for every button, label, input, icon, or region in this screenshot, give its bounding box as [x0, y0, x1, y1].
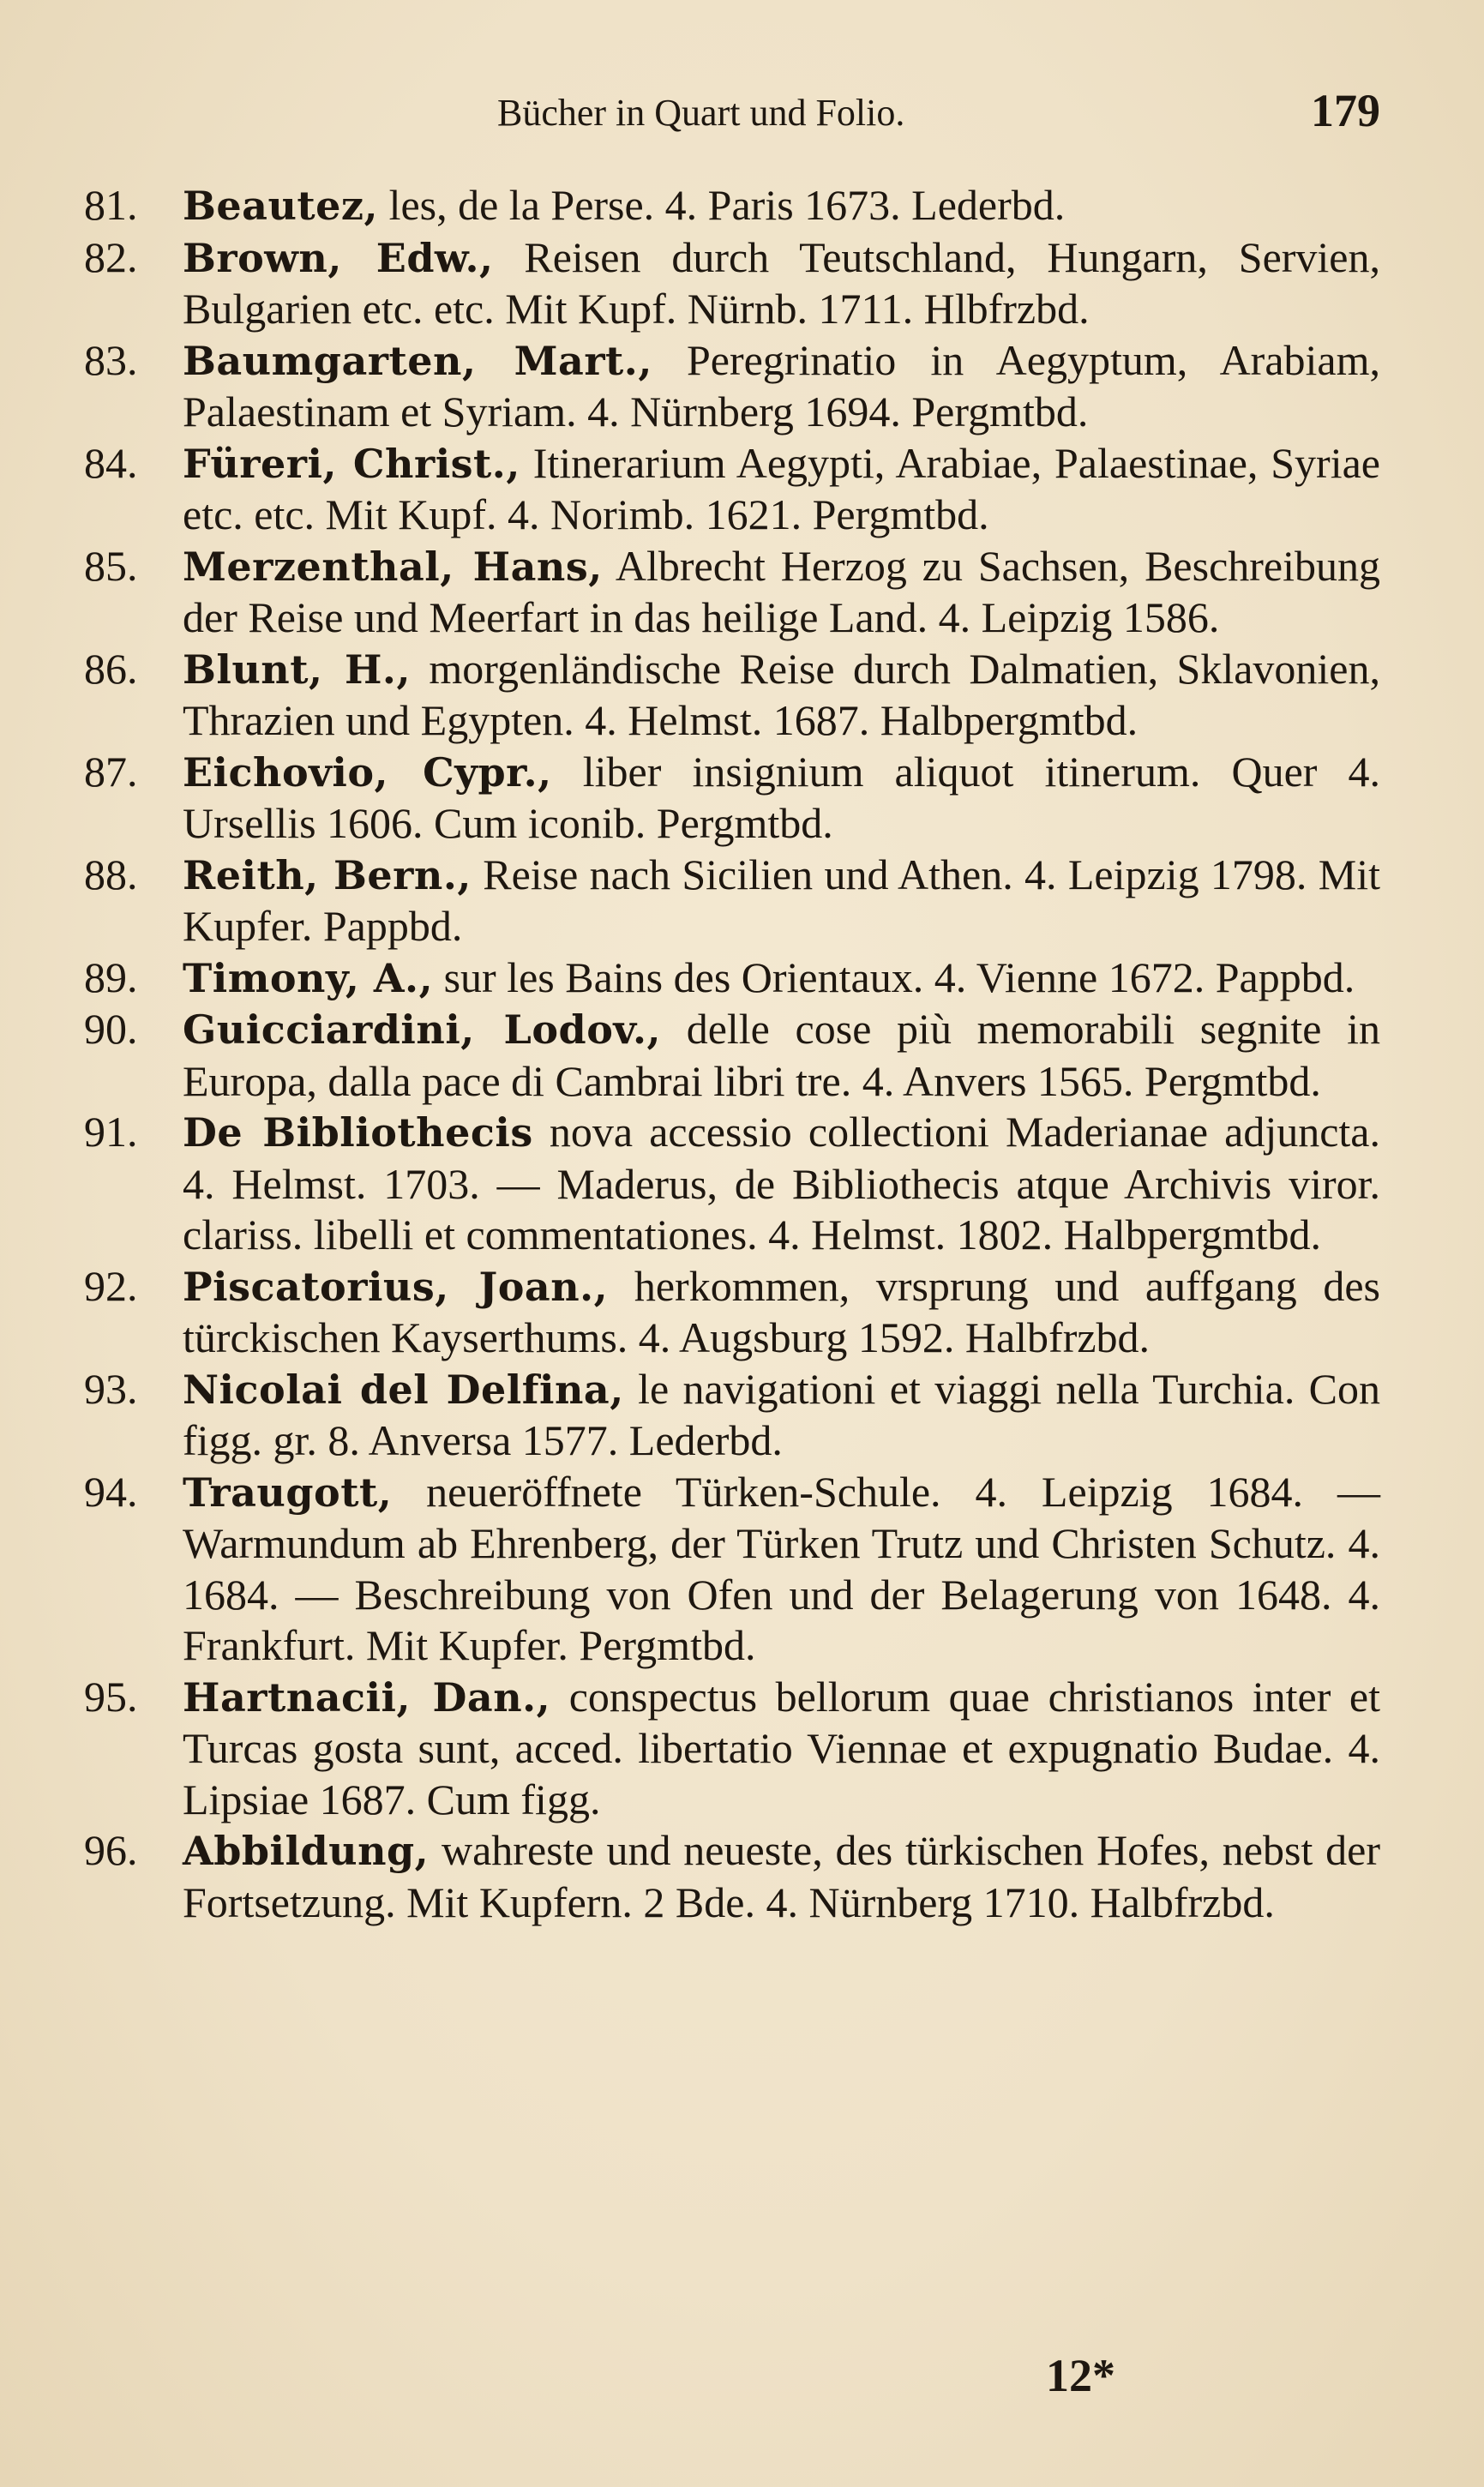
catalog-entry	[84, 644, 1380, 747]
entry-number: 83.	[84, 335, 138, 384]
entry-number: 92.	[84, 1261, 138, 1310]
catalog-entry	[84, 850, 1380, 952]
entry-description: Reise nach Sicilien und Athen. 4. Leipzig 1798. Mit Kupfer. Pappbd.	[183, 850, 1380, 950]
entry-heading: Nicolai del Delfina,	[183, 1366, 624, 1413]
entry-heading: Reith, Bern.,	[183, 851, 472, 898]
catalog-entry	[84, 1364, 1380, 1467]
entry-body	[183, 1672, 1380, 1826]
entry-heading: Füreri, Christ.,	[183, 440, 520, 487]
catalog-entry	[84, 180, 1380, 232]
entry-number: 95.	[84, 1672, 138, 1721]
signature-mark: 12*	[1046, 2350, 1115, 2401]
entry-heading: Timony, A.,	[183, 954, 434, 1001]
entry-number: 87.	[84, 747, 138, 796]
entry-heading: Hartnacii, Dan.,	[183, 1673, 551, 1721]
entry-body	[183, 1364, 1380, 1467]
entry-body	[183, 335, 1380, 438]
entry-number: 89.	[84, 952, 138, 1001]
entry-body	[183, 1107, 1380, 1261]
catalog-entry	[84, 952, 1380, 1005]
entry-description: Peregrinatio in Aegyptum, Arabiam, Palaestinam et Syriam. 4. Nürnberg 1694. Pergmtbd.	[183, 335, 1381, 436]
entry-heading: Eichovio, Cypr.,	[183, 748, 552, 796]
catalog-entry	[84, 438, 1380, 541]
entry-heading: Merzenthal, Hans,	[183, 543, 603, 590]
entry-number: 82.	[84, 232, 138, 281]
catalog-entry	[84, 1825, 1380, 1928]
running-title: Bücher in Quart und Folio.	[497, 92, 905, 134]
entry-body	[183, 541, 1380, 644]
entry-heading: Baumgarten, Mart.,	[183, 337, 652, 384]
entry-body	[183, 747, 1380, 850]
catalog-entries	[84, 180, 1380, 1928]
entry-body	[183, 952, 1380, 1005]
entry-number: 91.	[84, 1108, 138, 1156]
catalog-entry	[84, 1467, 1380, 1672]
entry-body	[183, 1004, 1380, 1107]
page-header	[180, 84, 1380, 144]
entry-description: herkommen, vrsprung und auffgang des türckischen Kayserthums. 4. Augsburg 1592. Halbfrzbd.	[183, 1261, 1381, 1361]
entry-heading: Abbildung,	[183, 1828, 430, 1874]
entry-description: wahreste und neueste, des türkischen Hofes, nebst der Fortsetzung. Mit Kupfern. 2 Bde. 4. Nürnberg 1710. Halbfrzbd.	[183, 1826, 1380, 1926]
entry-heading: Piscatorius, Joan.,	[183, 1263, 609, 1310]
entry-description: conspectus bellorum quae christianos inter et Turcas gosta sunt, acced. libertatio Viennae et expugnatio Budae. 4. Lipsiae 1687. Cum figg.	[183, 1672, 1380, 1823]
entry-description: Albrecht Herzog zu Sachsen, Beschreibung der Reise und Meerfart in das heilige Land. 4. Leipzig 1586.	[183, 541, 1380, 641]
entry-description: Reisen durch Teutschland, Hungarn, Servien, Bulgarien etc. etc. Mit Kupf. Nürnb. 1711. Hlbfrzbd.	[183, 232, 1380, 333]
entry-number: 86.	[84, 644, 138, 693]
entry-heading: Beautez,	[183, 183, 379, 229]
catalog-entry	[84, 1261, 1380, 1364]
entry-heading: De Bibliothecis	[183, 1109, 533, 1156]
entry-heading: Guicciardini, Lodov.,	[183, 1006, 662, 1053]
catalog-entry	[84, 335, 1380, 438]
entry-description: le navigationi et viaggi nella Turchia. Con figg. gr. 8. Anversa 1577. Lederbd.	[183, 1364, 1380, 1464]
catalog-entry	[84, 232, 1380, 335]
entry-number: 96.	[84, 1826, 138, 1874]
catalog-entry	[84, 747, 1380, 850]
catalog-entry	[84, 1004, 1380, 1107]
entry-description: delle cose più memorabili segnite in Europa, dalla pace di Cambrai libri tre. 4. Anvers 1565. Pergmtbd.	[183, 1005, 1381, 1105]
entry-body	[183, 1261, 1380, 1364]
entry-number: 88.	[84, 850, 138, 898]
entry-heading: Blunt, H.,	[183, 646, 411, 693]
entry-description: les, de la Perse. 4. Paris 1673. Lederbd.	[378, 181, 1066, 229]
entry-description: neueröffnete Türken-Schule. 4. Leipzig 1684. — Warmundum ab Ehrenberg, der Türken Trutz und Christen Schutz. 4. 1684. — Beschreibung von Ofen und der Belagerung von 1648. 4. Frankfurt. Mit Kupfer. Pergmtbd.	[183, 1467, 1380, 1669]
entry-number: 93.	[84, 1364, 138, 1413]
entry-body	[183, 232, 1380, 335]
entry-description: morgenländische Reise durch Dalmatien, Sklavonien, Thrazien und Egypten. 4. Helmst. 1687. Halbpergmtbd.	[183, 644, 1380, 744]
entry-body	[183, 644, 1380, 747]
entry-description: liber insignium aliquot itinerum. Quer 4. Ursellis 1606. Cum iconib. Pergmtbd.	[183, 747, 1380, 847]
entry-heading: Traugott,	[183, 1469, 393, 1516]
catalog-entry	[84, 1107, 1380, 1261]
entry-description: Itinerarium Aegypti, Arabiae, Palaestinae, Syriae etc. etc. Mit Kupf. 4. Norimb. 1621. Pergmtbd.	[183, 438, 1380, 538]
entry-body	[183, 850, 1380, 952]
entry-heading: Brown, Edw.,	[183, 234, 494, 281]
entry-description: nova accessio collectioni Maderianae adjuncta. 4. Helmst. 1703. — Maderus, de Bibliothecis atque Archivis viror. clariss. libelli et commentationes. 4. Helmst. 1802. Halbpergmtbd.	[183, 1108, 1380, 1259]
page-number: 179	[1311, 85, 1380, 136]
entry-body	[183, 1467, 1380, 1672]
entry-body	[183, 438, 1380, 541]
entry-number: 85.	[84, 541, 138, 590]
entry-number: 94.	[84, 1467, 138, 1516]
entry-body	[183, 180, 1380, 232]
entry-number: 81.	[84, 181, 138, 229]
catalog-entry	[84, 541, 1380, 644]
entry-body	[183, 1825, 1380, 1928]
entry-number: 90.	[84, 1005, 138, 1053]
entry-number: 84.	[84, 438, 138, 487]
entry-description: sur les Bains des Orientaux. 4. Vienne 1672. Pappbd.	[433, 952, 1355, 1001]
catalog-entry	[84, 1672, 1380, 1826]
